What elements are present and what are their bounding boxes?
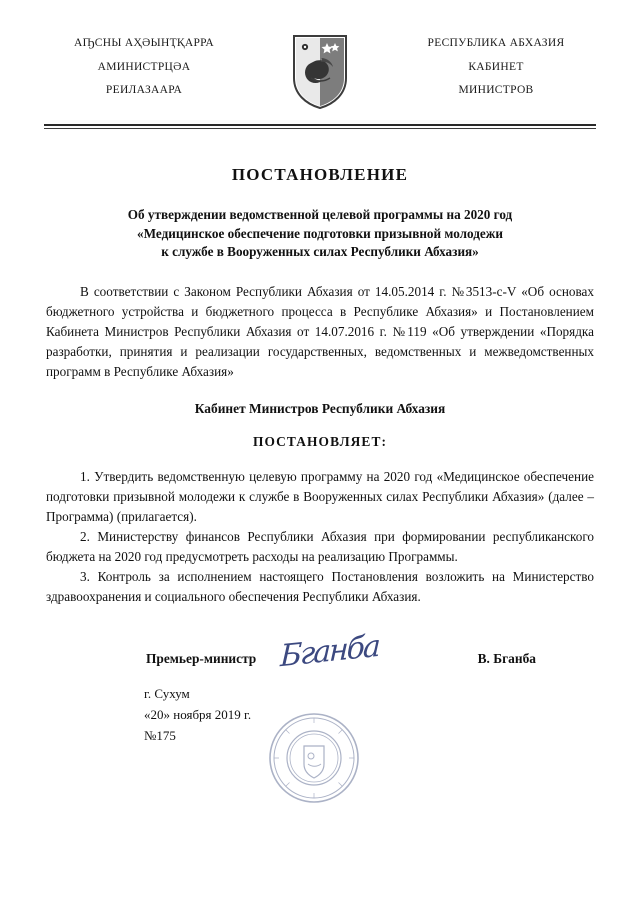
preamble-block [44, 282, 596, 382]
header-right-line-2: КАБИНЕТ [468, 60, 524, 73]
header-left-line-3: РЕИЛАЗААРА [105, 84, 183, 97]
header-divider [44, 124, 596, 129]
signature-row [44, 628, 596, 675]
coat-of-arms-icon [291, 34, 349, 110]
official-seal-icon [268, 712, 360, 804]
subtitle-line-2: «Медицинское обеспечение подготовки призывной молодежи [137, 225, 503, 241]
signature-name: В. Бганба [477, 650, 536, 666]
subtitle-line-3: к службе в Вооруженных силах Республики Абхазия» [161, 244, 479, 260]
resolution-item: 1. Утвердить ведомственную целевую программу на 2020 год «Медицинское обеспечение подготовки призывной молодежи к службе в Вооруженных силах Республики Абхазия» (далее – Программа) (прилагается). [46, 468, 594, 524]
signature-role: Премьер-министр [146, 650, 257, 666]
resolution-items [44, 467, 596, 607]
document-subtitle [44, 206, 596, 262]
header-left-line-2: АМИНИСТРЦӘА [97, 60, 191, 73]
handwritten-signature: Бганба [279, 628, 380, 675]
preamble-paragraph: В соответствии с Законом Республики Абхазия от 14.05.2014 г. №3513-с-V «Об основах бюджетного устройства и бюджетного процесса в Республике Абхазия» и Постановлением Кабинета Министров Республики Абхазия от 14.07.2016 г. №119 «Об утверждении «Порядка разработки, принятия и реализации государственных, ведомственных и межведомственных программ в Республике Абхазия» [46, 284, 594, 380]
document-meta [144, 683, 596, 746]
meta-number: №175 [144, 728, 176, 744]
header-left-line-1: АҦСНЫ АҲӘЫНҬҚАРРА [73, 37, 215, 49]
subtitle-line-1: Об утверждении ведомственной целевой программы на 2020 год [127, 207, 513, 222]
header-right-line-3: МИНИСТРОВ [458, 84, 534, 97]
emblem-container [276, 32, 364, 110]
divider-thick-line [44, 124, 596, 126]
divider-thin-line [44, 128, 596, 129]
resolution-item: 2. Министерству финансов Республики Абхазия при формировании республиканского бюджета на 2020 год предусмотреть расходы на реализацию Программы. [46, 528, 594, 564]
document-header [44, 26, 596, 110]
meta-date: «20» ноября 2019 г. [144, 707, 252, 722]
header-left-block [44, 32, 244, 103]
page-title: ПОСТАНОВЛЕНИЕ [231, 165, 409, 184]
meta-city: г. Сухум [144, 685, 190, 701]
issuing-authority: Кабинет Министров Республики Абхазия [194, 400, 446, 416]
resolves-heading: ПОСТАНОВЛЯЕТ: [252, 433, 388, 449]
header-right-block [396, 32, 596, 103]
resolution-item: 3. Контроль за исполнением настоящего Постановления возложить на Министерство здравоохранения и социального обеспечения Республики Абхазия. [46, 568, 594, 604]
header-right-line-1: РЕСПУБЛИКА АБХАЗИЯ [427, 37, 565, 49]
